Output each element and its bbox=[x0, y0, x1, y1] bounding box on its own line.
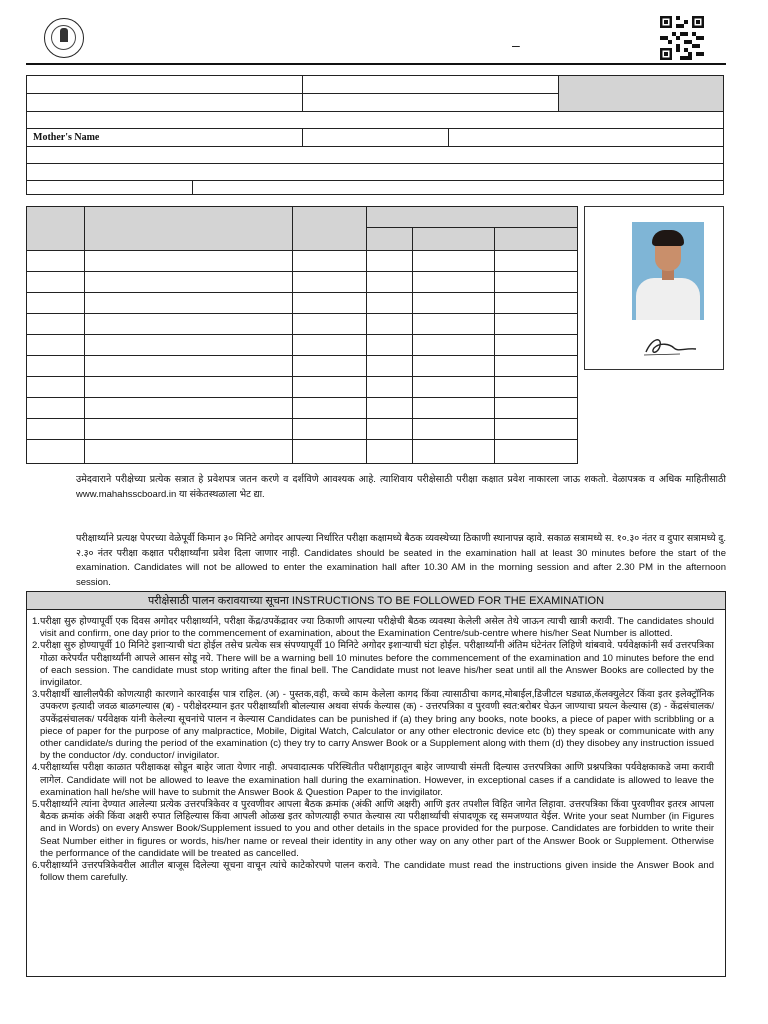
instructions-heading: परीक्षेसाठी पालन करावयाच्या सूचना INSTRUCTIONS TO BE FOLLOWED FOR THE EXAMINATION bbox=[26, 591, 726, 610]
instruction-text: परीक्षा सुरु होण्यापूर्वी एक दिवस अगोदर परीक्षार्थ्याने, परीक्षा केंद्र/उपकेंद्रावर ज्या ठिकाणी आपल्या परीक्षेची बैठक व्यवस्था केलेली असेल तेथे जाऊन त्याची खात्री करावी. The candidates should visit and confirm, one day prior to the commencement of examination, about the Examination Centre/sub-centre where his/her Seat Number is allotted. bbox=[40, 616, 714, 640]
instruction-item bbox=[32, 640, 714, 689]
board-logo bbox=[44, 18, 84, 58]
instruction-number: 3. bbox=[32, 689, 40, 701]
admit-card-note: उमेदवाराने परीक्षेच्या प्रत्येक सत्रात हे प्रवेशपत्र जतन करणे व दर्शविणे आवश्यक आहे. त्याशिवाय परीक्षेसाठी परीक्षा कक्षात प्रवेश नाकारला जाऊ शकतो. वेळापत्रक व अधिक माहितीसाठी www.mahahsscboard.in या संकेतस्थळाला भेट द्या. bbox=[76, 474, 726, 500]
instruction-text: परीक्षार्थ्यास परीक्षा काळात परीक्षाकक्ष सोडून बाहेर जाता येणार नाही. अपवादात्मक परिस्थितीत परीक्षागृहातून बाहेर जाण्याची संमती दिल्यास उत्तरपत्रिका आणि प्रश्नपत्रिका पर्यवेक्षकाकडे जमा करावी लागेल. Candidate will not be allowed to leave the examination hall during the examination. However, in exceptional cases if a candidate is allowed to leave the examination hall he/she will have to submit the Answer Book & Question Paper to the invigilator. bbox=[40, 762, 714, 798]
header-dash: – bbox=[512, 37, 520, 53]
qr-code-icon bbox=[660, 16, 704, 60]
instruction-text: परीक्षार्थी खालीलपैकी कोणत्याही कारणाने कारवाईस पात्र राहिल. (अ) - पुस्तक,वही, कच्चे काम केलेला कागद किंवा त्यासाठीचा कागद,मोबाईल,डिजीटल घड्याळ,कॅलक्युलेटर किंवा इतर इलेक्ट्रॉनिक उपकरण इत्यादी जवळ बाळगल्यास (ब) - परीक्षेदरम्यान इतर परीक्षार्थ्यांशी बोलल्यास अथवा संपर्क केल्यास (क) - उत्तरपत्रिका व पुरवणी स्वत:बरोबर घेऊन जाण्याचा प्रयत्न केल्यास (ड) - केंद्रसंचालक/उपकेंद्रसंचालक/ पर्यवेक्षक यांनी केलेल्या सूचनांचे पालन न केल्यास Candidates can be punished if (a) they bring any books, note books, a piece of paper with scribbling or a piece of paper for the purpose of any malpractice, Mobile, Digital Watch, Calculator or any other electronic device etc (b) they speak or communicate with any other candidate/s during the period of the examination (c) they try to carry Answer Book or a Supplement along with them (d) they disobey any instruction issued by the conductor /dy. conductor/ invigilator. bbox=[40, 689, 714, 762]
instruction-text: परीक्षार्थ्याने त्यांना देण्यात आलेल्या प्रत्येक उत्तरपत्रिकेवर व पुरवणीवर आपला बैठक क्रमांक (अंकी आणि अक्षरी) आणि इतर तपशील विहित जागेत लिहावा. उत्तरपत्रिका किंवा पुरवणीवर इतरत्र आपला बैठक क्रमांक अंकी किंवा अक्षरी रुपात लिहिल्यास किंवा आपली ओळख इतर कोणत्याही रुपात केल्यास त्या परीक्षार्थ्याची संपादणूक रद्द समजण्यात येईल. Write your seat Number (in Figures and in Words) on every Answer Book/Supplement issued to you and other details in the space provided for the purpose. Candidates are forbidden to write their Seat Number either in figures or words, his/her name or reveal their identity in any other way on any other part of the Answer Book or Supplement. Otherwise the performance of the candidate will be treated as cancelled. bbox=[40, 799, 714, 859]
instruction-item bbox=[32, 616, 714, 640]
instruction-text: परीक्षा सुरु होण्यापूर्वी 10 मिनिटे इशाऱ्याची घंटा होईल तसेच प्रत्येक सत्र संपण्यापूर्वी 10 मिनिटे अगोदर इशाऱ्याची घंटा होईल. परीक्षार्थ्यांनी अंतिम घंटेनंतर लिहिणे थांबवावे. पर्यवेक्षकांनी सर्व उत्तरपत्रिका गोळा करेपर्यंत परीक्षार्थ्यांनी आपले आसन सोडू नये. There will be a warning bell 10 minutes before the commencement of the examination and 10 minutes before the end of each session. The candidate must stop writing after the final bell. The Candidate must not leave his/her seat until all the Answer Books are collected by the invigilator. bbox=[40, 640, 714, 689]
instructions-list bbox=[32, 616, 714, 884]
instruction-number: 6. bbox=[32, 860, 40, 872]
candidate-photo bbox=[632, 222, 704, 320]
instruction-item bbox=[32, 860, 714, 884]
instruction-number: 2. bbox=[32, 640, 40, 652]
instruction-item bbox=[32, 689, 714, 762]
instruction-number: 1. bbox=[32, 616, 40, 627]
instruction-item bbox=[32, 762, 714, 799]
seating-note: परीक्षार्थ्याने प्रत्यक्ष पेपरच्या वेळेपूर्वी किमान ३० मिनिटे अगोदर आपल्या निर्धारित परीक्षा कक्षामध्ये बैठक व्यवस्थेच्या ठिकाणी स्थानापन्न व्हावे. सकाळ सत्रामध्ये स. १०.३० नंतर व दुपार सत्रामध्ये दु. २.३० नंतर परीक्षा कक्षात परीक्षार्थ्यांना प्रवेश दिला जाणार नाही. Candidates should be seated in the examination hall at least 30 minutes before the start of the examination. Candidates will not be allowed to enter the examination hall after 10.30 AM in the morning session and after 2.30 PM in the afternoon session. bbox=[76, 533, 726, 588]
mothers-name-label: Mother's Name bbox=[33, 132, 100, 143]
instruction-text: परीक्षार्थ्याने उत्तरपत्रिकेवरील आतील बाजूस दिलेल्या सूचना वाचून त्यांचे काटेकोरपणे पालन करावे. The candidate must read the instructions given inside the Answer Book and follow them carefully. bbox=[40, 860, 714, 884]
header-rule bbox=[26, 63, 726, 65]
candidate-signature bbox=[640, 330, 700, 360]
instruction-number: 5. bbox=[32, 799, 40, 811]
instruction-item bbox=[32, 799, 714, 860]
instruction-number: 4. bbox=[32, 762, 40, 774]
